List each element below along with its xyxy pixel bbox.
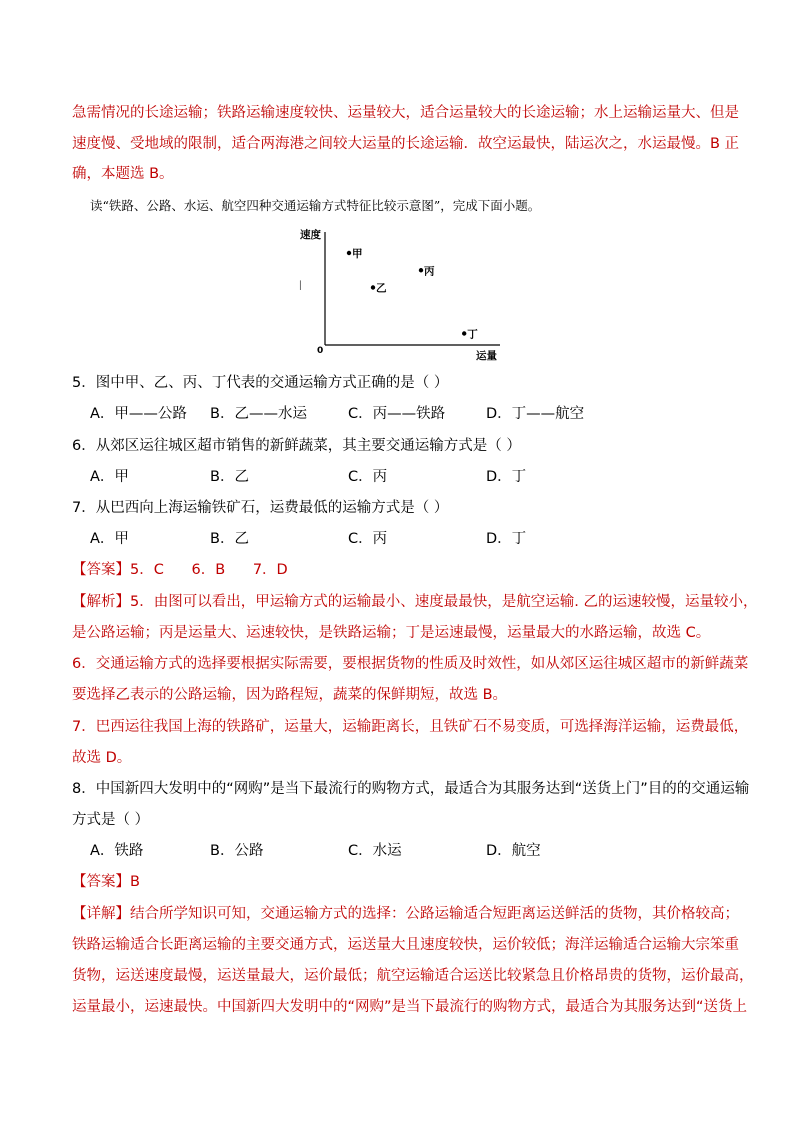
analysis-line-6: 故选 D。 [72, 750, 132, 766]
detail-line-4: 运量最小，运速最快。中国新四大发明中的“网购”是当下最流行的购物方式，最适合为其服务达到“送货上 [72, 999, 748, 1015]
answer-label-2: 【答案】 [72, 874, 130, 890]
q5-stem: 5．图中甲、乙、丙、丁代表的交通运输方式正确的是（ ） [72, 375, 449, 391]
point-乙 [371, 285, 375, 289]
q8-option-a: A．铁路 [90, 843, 144, 859]
detail-label: 【详解】 [72, 906, 130, 922]
q6-stem: 6．从郊区运往城区超市销售的新鲜蔬菜，其主要交通运输方式是（ ） [72, 438, 521, 454]
answer-block-1 [72, 560, 288, 580]
q7-option-b: B．乙 [210, 531, 249, 547]
q5-option-b: B．乙——水运 [210, 406, 307, 422]
q5-option-a: A．甲——公路 [90, 406, 187, 422]
analysis-line-3: 6．交通运输方式的选择要根据实际需要，要根据货物的性质及时效性，如从郊区运往城区超市的新鲜蔬菜 [72, 656, 749, 672]
q8-option-d: D．航空 [486, 843, 541, 859]
diagram-points [347, 247, 478, 341]
point-label-甲: 甲 [352, 248, 363, 260]
q6-option-d: D．丁 [486, 469, 527, 485]
detail-line-2: 铁路运输适合长距离运输的主要交通方式，运送量大且速度较快，运价较低；海洋运输适合运输大宗笨重 [72, 937, 739, 953]
q7-stem: 7．从巴西向上海运输铁矿石，运费最低的运输方式是（ ） [72, 500, 449, 516]
q6-option-b: B．乙 [210, 469, 249, 485]
q6-option-c: C．丙 [348, 469, 388, 485]
analysis-line-2: 是公路运输；丙是运量大、运速较快，是铁路运输；丁是运速最慢，运量最大的水路运输，故选 C。 [72, 625, 711, 641]
intro-line-1: 急需情况的长途运输；铁路运输速度较快、运量较大，适合运量较大的长途运输；水上运输运量大、但是 [72, 105, 739, 121]
answer-text-2: B [130, 874, 140, 890]
point-label-乙: 乙 [376, 282, 387, 295]
point-label-丙: 丙 [424, 265, 435, 278]
detail-text-1: 结合所学知识可知，交通运输方式的选择：公路运输适合短距离运送鲜活的货物，其价格较高； [130, 906, 739, 922]
diagram-caption: 读“铁路、公路、水运、航空四种交通运输方式特征比较示意图”，完成下面小题。 [90, 198, 541, 213]
intro-line-2: 速度慢、受地域的限制，适合两海港之间较大运量的长途运输．故空运最快，陆运次之，水运最慢。B 正 [72, 136, 740, 152]
side-mark: ꒐ [296, 280, 305, 293]
q5-option-c: C．丙——铁路 [348, 406, 446, 422]
analysis-text-1: 5．由图可以看出，甲运输方式的运输最小、速度最最快，是航空运输. 乙的运速较慢，运量较小， [130, 594, 758, 610]
answer-block-2 [72, 872, 140, 892]
answer-text: 5．C 6．B 7．D [130, 562, 288, 578]
q7-option-a: A．甲 [90, 531, 129, 547]
q8-stem-line-2: 方式是（ ） [72, 812, 150, 828]
intro-line-3: 确，本题选 B。 [72, 166, 174, 182]
x-axis-label: 运量 [476, 350, 497, 362]
y-axis-label: 速度 [300, 229, 321, 241]
detail-line-1 [72, 904, 739, 924]
point-丁 [462, 331, 466, 335]
q5-option-d: D．丁——航空 [486, 406, 585, 422]
point-甲 [347, 251, 351, 255]
analysis-line-5: 7．巴西运往我国上海的铁路矿，运量大，运输距离长，且铁矿石不易变质，可选择海洋运输，运费最低， [72, 719, 749, 735]
origin-label: 0 [317, 346, 324, 356]
detail-line-3: 货物，运送速度最慢，运送量最大，运价最低；航空运输适合运送比较紧急且价格昂贵的货物，运价最高， [72, 968, 754, 984]
analysis-line-4: 要选择乙表示的公路运输，因为路程短，蔬菜的保鲜期短，故选 B。 [72, 687, 508, 703]
q8-option-c: C．水运 [348, 843, 402, 859]
q8-stem-line-1: 8．中国新四大发明中的“网购”是当下最流行的购物方式，最适合为其服务达到“送货上门”目的的交通运输 [72, 781, 750, 797]
point-label-丁: 丁 [467, 328, 478, 341]
q8-option-b: B．公路 [210, 843, 264, 859]
answer-label: 【答案】 [72, 562, 130, 578]
transport-comparison-diagram [290, 222, 520, 364]
analysis-line-1 [72, 592, 757, 612]
q7-option-c: C．丙 [348, 531, 388, 547]
point-丙 [419, 268, 423, 272]
q7-option-d: D．丁 [486, 531, 527, 547]
analysis-label: 【解析】 [72, 594, 130, 610]
q6-option-a: A．甲 [90, 469, 129, 485]
